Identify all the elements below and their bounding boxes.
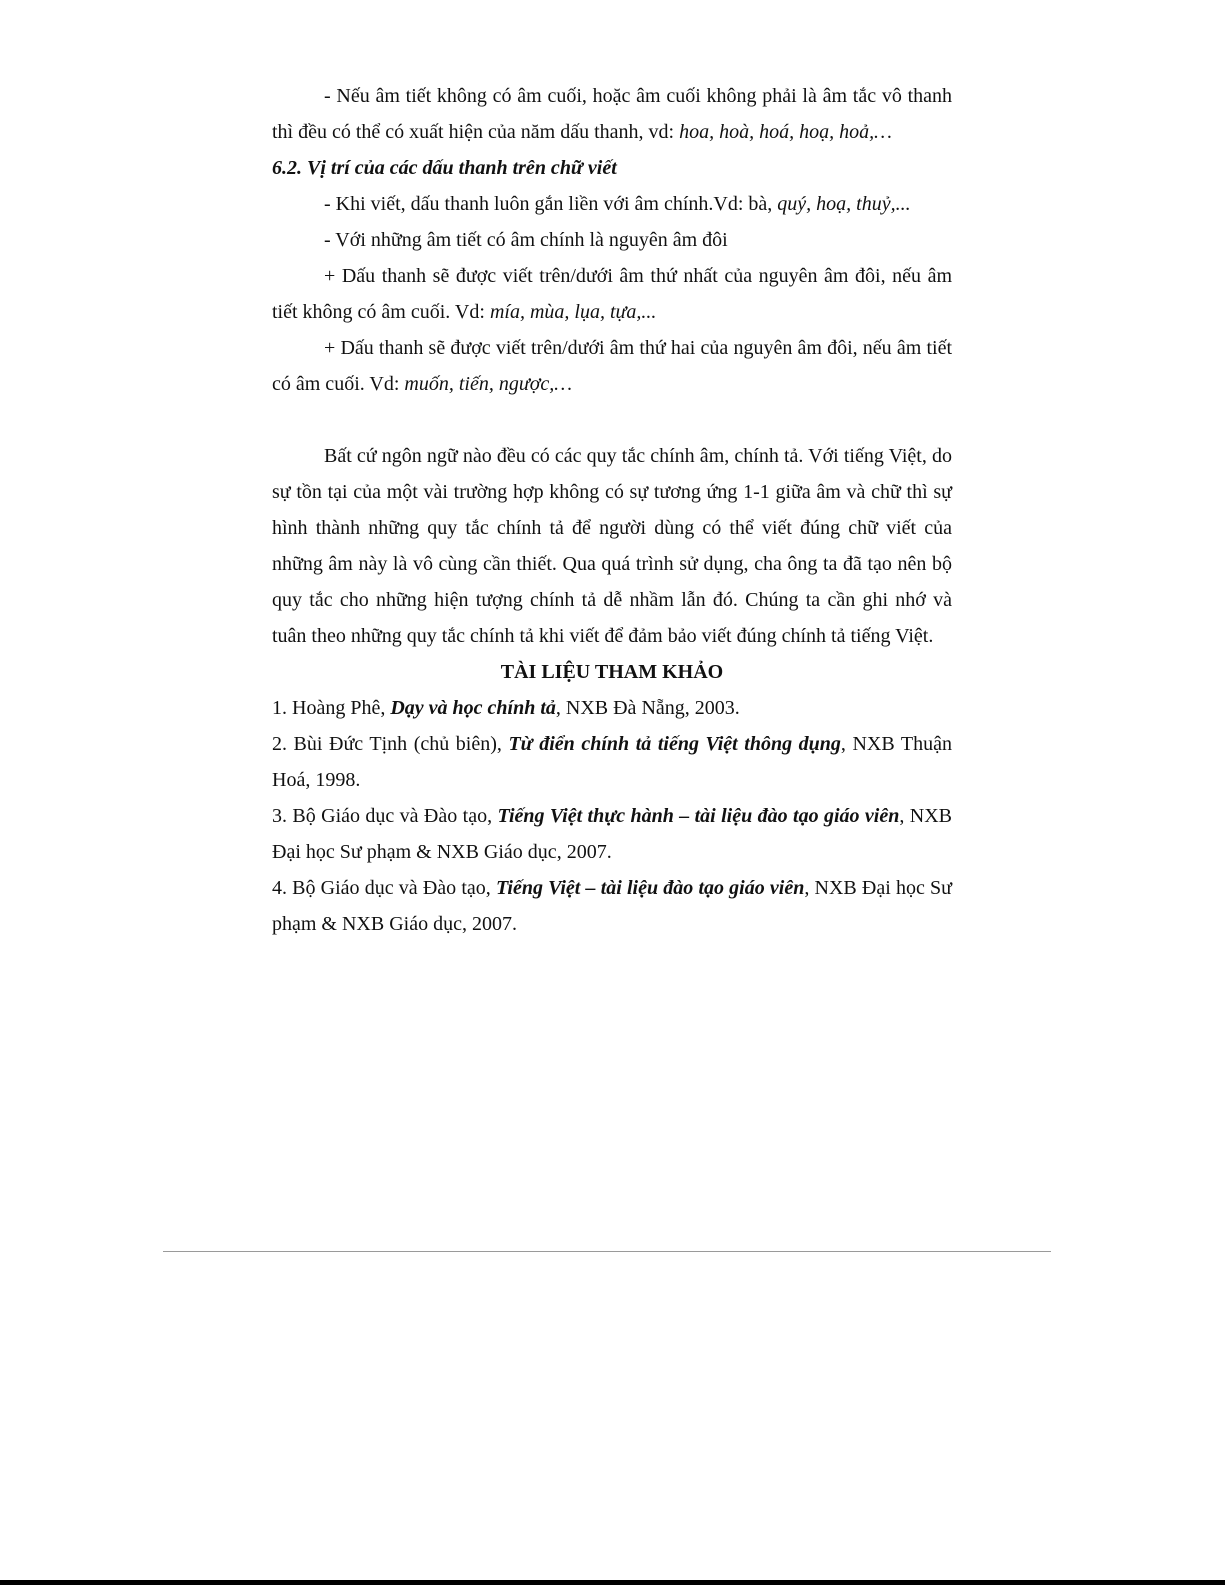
references-list bbox=[272, 690, 952, 942]
reference-item bbox=[272, 870, 952, 942]
paragraph-examples: muốn, tiến, ngược,… bbox=[404, 373, 573, 395]
references-title: TÀI LIỆU THAM KHẢO bbox=[500, 661, 724, 683]
reference-title: Từ điển chính tả tiếng Việt thông dụng bbox=[508, 733, 841, 755]
reference-publisher: , NXB Đà Nẵng, 2003. bbox=[555, 697, 740, 719]
reference-author: 3. Bộ Giáo dục và Đào tạo, bbox=[272, 805, 498, 827]
conclusion-paragraph: Bất cứ ngôn ngữ nào đều có các quy tắc chính âm, chính tả. Với tiếng Việt, do sự tồn tại của một vài trường hợp không có sự tương ứng 1-1 giữa âm và chữ thì sự hình thành những quy tắc chính tả để người dùng có thể viết đúng chữ viết của những âm này là vô cùng cần thiết. Qua quá trình sử dụng, cha ông ta đã tạo nên bộ quy tắc cho những hiện tượng chính tả dễ nhầm lẫn đó. Chúng ta cần ghi nhớ và tuân theo những quy tắc chính tả khi viết để đảm bảo viết đúng chính tả tiếng Việt. bbox=[272, 445, 952, 647]
document-page bbox=[272, 78, 952, 942]
section-paragraph-4 bbox=[272, 330, 952, 402]
reference-author: 1. Hoàng Phê, bbox=[272, 697, 391, 719]
reference-author: 2. Bùi Đức Tịnh (chủ biên), bbox=[272, 733, 509, 755]
paragraph-examples: quý, hoạ, thuỷ,... bbox=[777, 193, 911, 215]
section-paragraph-1 bbox=[272, 186, 952, 222]
reference-author: 4. Bộ Giáo dục và Đào tạo, bbox=[272, 877, 496, 899]
paragraph-examples: mía, mùa, lụa, tựa,... bbox=[489, 301, 657, 323]
reference-publisher: , NXB Thuận Hoá, 1998. bbox=[272, 733, 952, 791]
reference-title: Tiếng Việt – tài liệu đào tạo giáo viên bbox=[495, 877, 805, 899]
paragraph-text: + Dấu thanh sẽ được viết trên/dưới âm thứ hai của nguyên âm đôi, nếu âm tiết có âm cuối. Vd: bbox=[272, 337, 952, 395]
section-paragraph-2 bbox=[272, 222, 952, 258]
section-paragraph-3 bbox=[272, 258, 952, 330]
reference-item bbox=[272, 798, 952, 870]
reference-publisher: , NXB Đại học Sư phạm & NXB Giáo dục, 2007. bbox=[272, 805, 952, 863]
paragraph-text: - Với những âm tiết có âm chính là nguyên âm đôi bbox=[324, 229, 728, 251]
reference-item bbox=[272, 726, 952, 798]
footer-divider bbox=[163, 1251, 1051, 1252]
reference-title: Dạy và học chính tả bbox=[390, 697, 556, 719]
page-bottom-edge bbox=[0, 1580, 1225, 1585]
bullet-examples: hoa, hoà, hoá, hoạ, hoả,… bbox=[679, 121, 892, 143]
reference-item bbox=[272, 690, 952, 726]
bullet-text: - Nếu âm tiết không có âm cuối, hoặc âm cuối không phải là âm tắc vô thanh thì đều có thể có xuất hiện của năm dấu thanh, vd: bbox=[272, 85, 952, 143]
reference-publisher: , NXB Đại học Sư phạm & NXB Giáo dục, 2007. bbox=[272, 877, 952, 935]
tone-mark-bullet bbox=[272, 78, 952, 150]
paragraph-text: + Dấu thanh sẽ được viết trên/dưới âm thứ nhất của nguyên âm đôi, nếu âm tiết không có âm cuối. Vd: bbox=[272, 265, 952, 323]
reference-title: Tiếng Việt thực hành – tài liệu đào tạo giáo viên bbox=[497, 805, 900, 827]
spacer bbox=[272, 402, 952, 438]
section-heading-6-2: 6.2. Vị trí của các dấu thanh trên chữ viết bbox=[272, 157, 617, 179]
paragraph-text: - Khi viết, dấu thanh luôn gắn liền với âm chính.Vd: bà, bbox=[324, 193, 778, 215]
